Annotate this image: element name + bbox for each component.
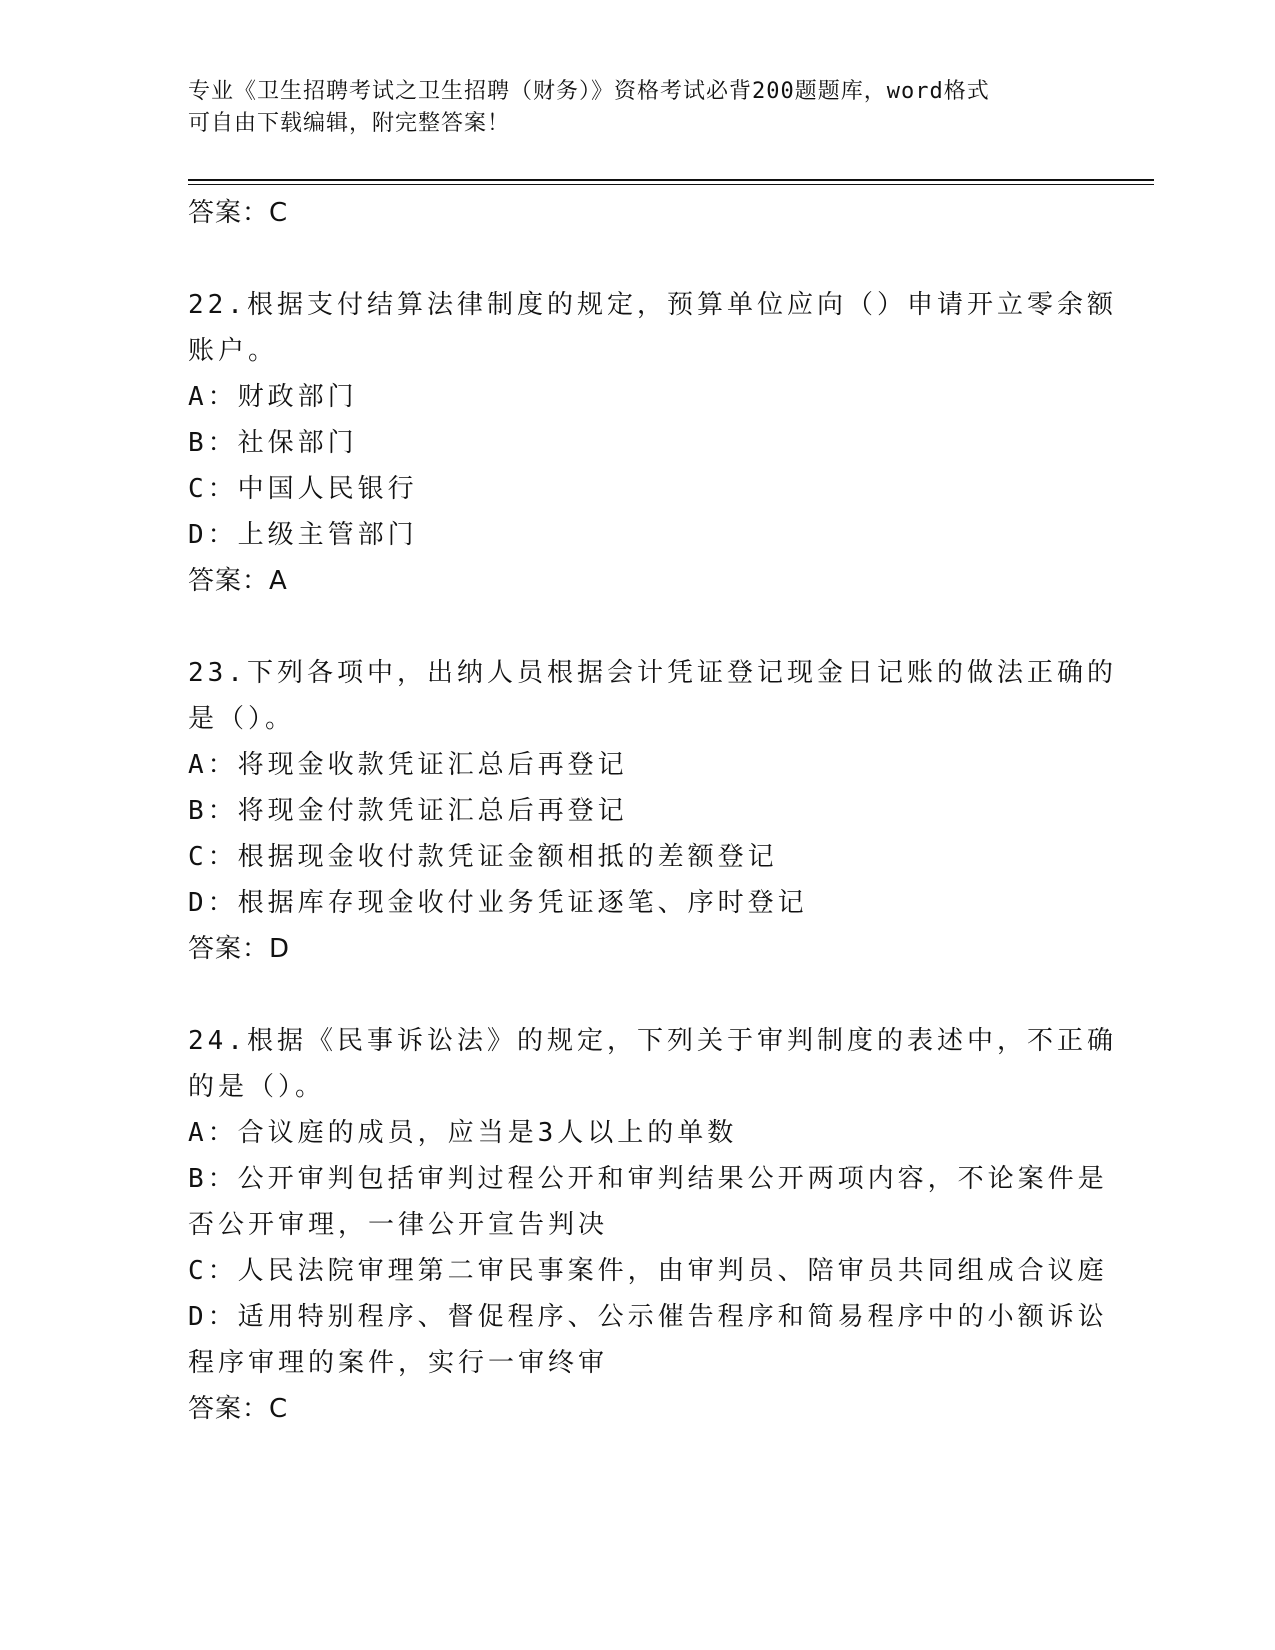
question-answer: 答案：D xyxy=(188,934,291,964)
option-d: D：上级主管部门 xyxy=(188,520,418,550)
option-b: B：将现金付款凭证汇总后再登记 xyxy=(188,796,628,826)
question-stem-line: 23.下列各项中，出纳人员根据会计凭证登记现金日记账的做法正确的 xyxy=(188,658,1117,688)
question-stem-line: 是（）。 xyxy=(188,704,296,734)
question-answer: 答案：C xyxy=(188,1394,289,1424)
option-a: A：合议庭的成员，应当是3人以上的单数 xyxy=(188,1118,738,1148)
option-d: D：适用特别程序、督促程序、公示催告程序和简易程序中的小额诉讼 xyxy=(188,1302,1108,1332)
question-list xyxy=(188,190,1117,1432)
spacer xyxy=(188,604,1088,650)
option-b-continued: 否公开审理，一律公开宣告判决 xyxy=(188,1210,609,1240)
spacer xyxy=(188,236,1088,282)
option-d: D：根据库存现金收付业务凭证逐笔、序时登记 xyxy=(188,888,808,918)
header-line-2: 可自由下载编辑，附完整答案！ xyxy=(188,111,511,136)
question-stem-line: 22.根据支付结算法律制度的规定，预算单位应向（）申请开立零余额 xyxy=(188,290,1117,320)
question-stem-line: 24.根据《民事诉讼法》的规定，下列关于审判制度的表述中，不正确 xyxy=(188,1026,1117,1056)
question-24 xyxy=(188,1018,1117,1432)
option-a: A：财政部门 xyxy=(188,382,358,412)
option-c: C：中国人民银行 xyxy=(188,474,418,504)
page-header xyxy=(188,76,1068,140)
option-c: C：根据现金收付款凭证金额相抵的差额登记 xyxy=(188,842,778,872)
spacer xyxy=(188,972,1088,1018)
question-answer: 答案：A xyxy=(188,566,288,596)
header-divider-thin xyxy=(188,184,1154,185)
option-c: C：人民法院审理第二审民事案件，由审判员、陪审员共同组成合议庭 xyxy=(188,1256,1108,1286)
option-d-continued: 程序审理的案件，实行一审终审 xyxy=(188,1348,609,1378)
header-line-1: 专业《卫生招聘考试之卫生招聘（财务）》资格考试必背200题题库，word格式 xyxy=(188,79,990,104)
header-divider-thick xyxy=(188,179,1154,181)
option-b: B：社保部门 xyxy=(188,428,358,458)
question-stem-line: 的是（）。 xyxy=(188,1072,326,1102)
previous-answer: 答案：C xyxy=(188,198,289,228)
question-stem-line: 账户。 xyxy=(188,336,279,366)
question-22 xyxy=(188,282,1117,604)
option-b: B：公开审判包括审判过程公开和审判结果公开两项内容，不论案件是 xyxy=(188,1164,1108,1194)
question-23 xyxy=(188,650,1117,972)
option-a: A：将现金收款凭证汇总后再登记 xyxy=(188,750,628,780)
